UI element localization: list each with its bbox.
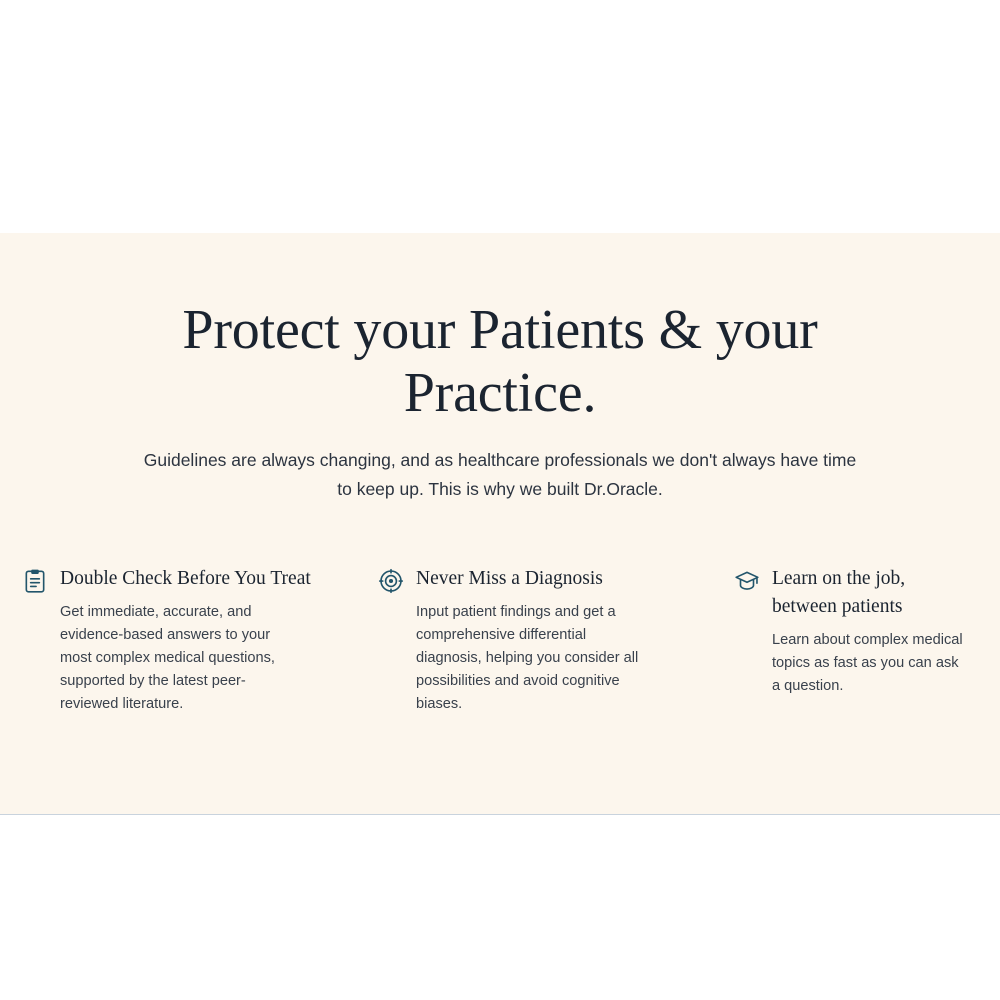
feature-list bbox=[0, 565, 1000, 716]
hero-subheading: Guidelines are always changing, and as healthcare professionals we don't always have time to keep up. This is why we built Dr.Oracle. bbox=[143, 450, 857, 499]
feature-title: Double Check Before You Treat bbox=[60, 568, 311, 590]
feature-item bbox=[662, 565, 986, 716]
feature-description: Learn about complex medical topics as fast as you can ask a question. bbox=[771, 631, 963, 694]
clipboard-icon bbox=[22, 568, 48, 594]
target-icon bbox=[378, 568, 404, 594]
feature-title: Learn on the job, between patients bbox=[771, 568, 906, 617]
feature-title: Never Miss a Diagnosis bbox=[415, 568, 603, 590]
page-title: Protect your Patients & your Practice. bbox=[182, 299, 818, 424]
section-divider bbox=[0, 814, 1000, 815]
feature-description: Get immediate, accurate, and evidence-based answers to your most complex medical questions, supported by the latest peer-reviewed literature. bbox=[60, 603, 275, 712]
graduation-cap-icon bbox=[734, 568, 760, 594]
bottom-blank-area bbox=[0, 816, 1000, 1000]
feature-description: Input patient findings and get a comprehensive differential diagnosis, helping you consider all possibilities and avoid cognitive biases. bbox=[415, 603, 639, 712]
feature-item bbox=[14, 565, 338, 716]
hero-section bbox=[0, 233, 1000, 814]
feature-body bbox=[60, 565, 316, 716]
top-blank-area bbox=[0, 0, 1000, 233]
feature-body bbox=[772, 565, 964, 698]
feature-item bbox=[338, 565, 662, 716]
feature-body bbox=[416, 565, 640, 716]
